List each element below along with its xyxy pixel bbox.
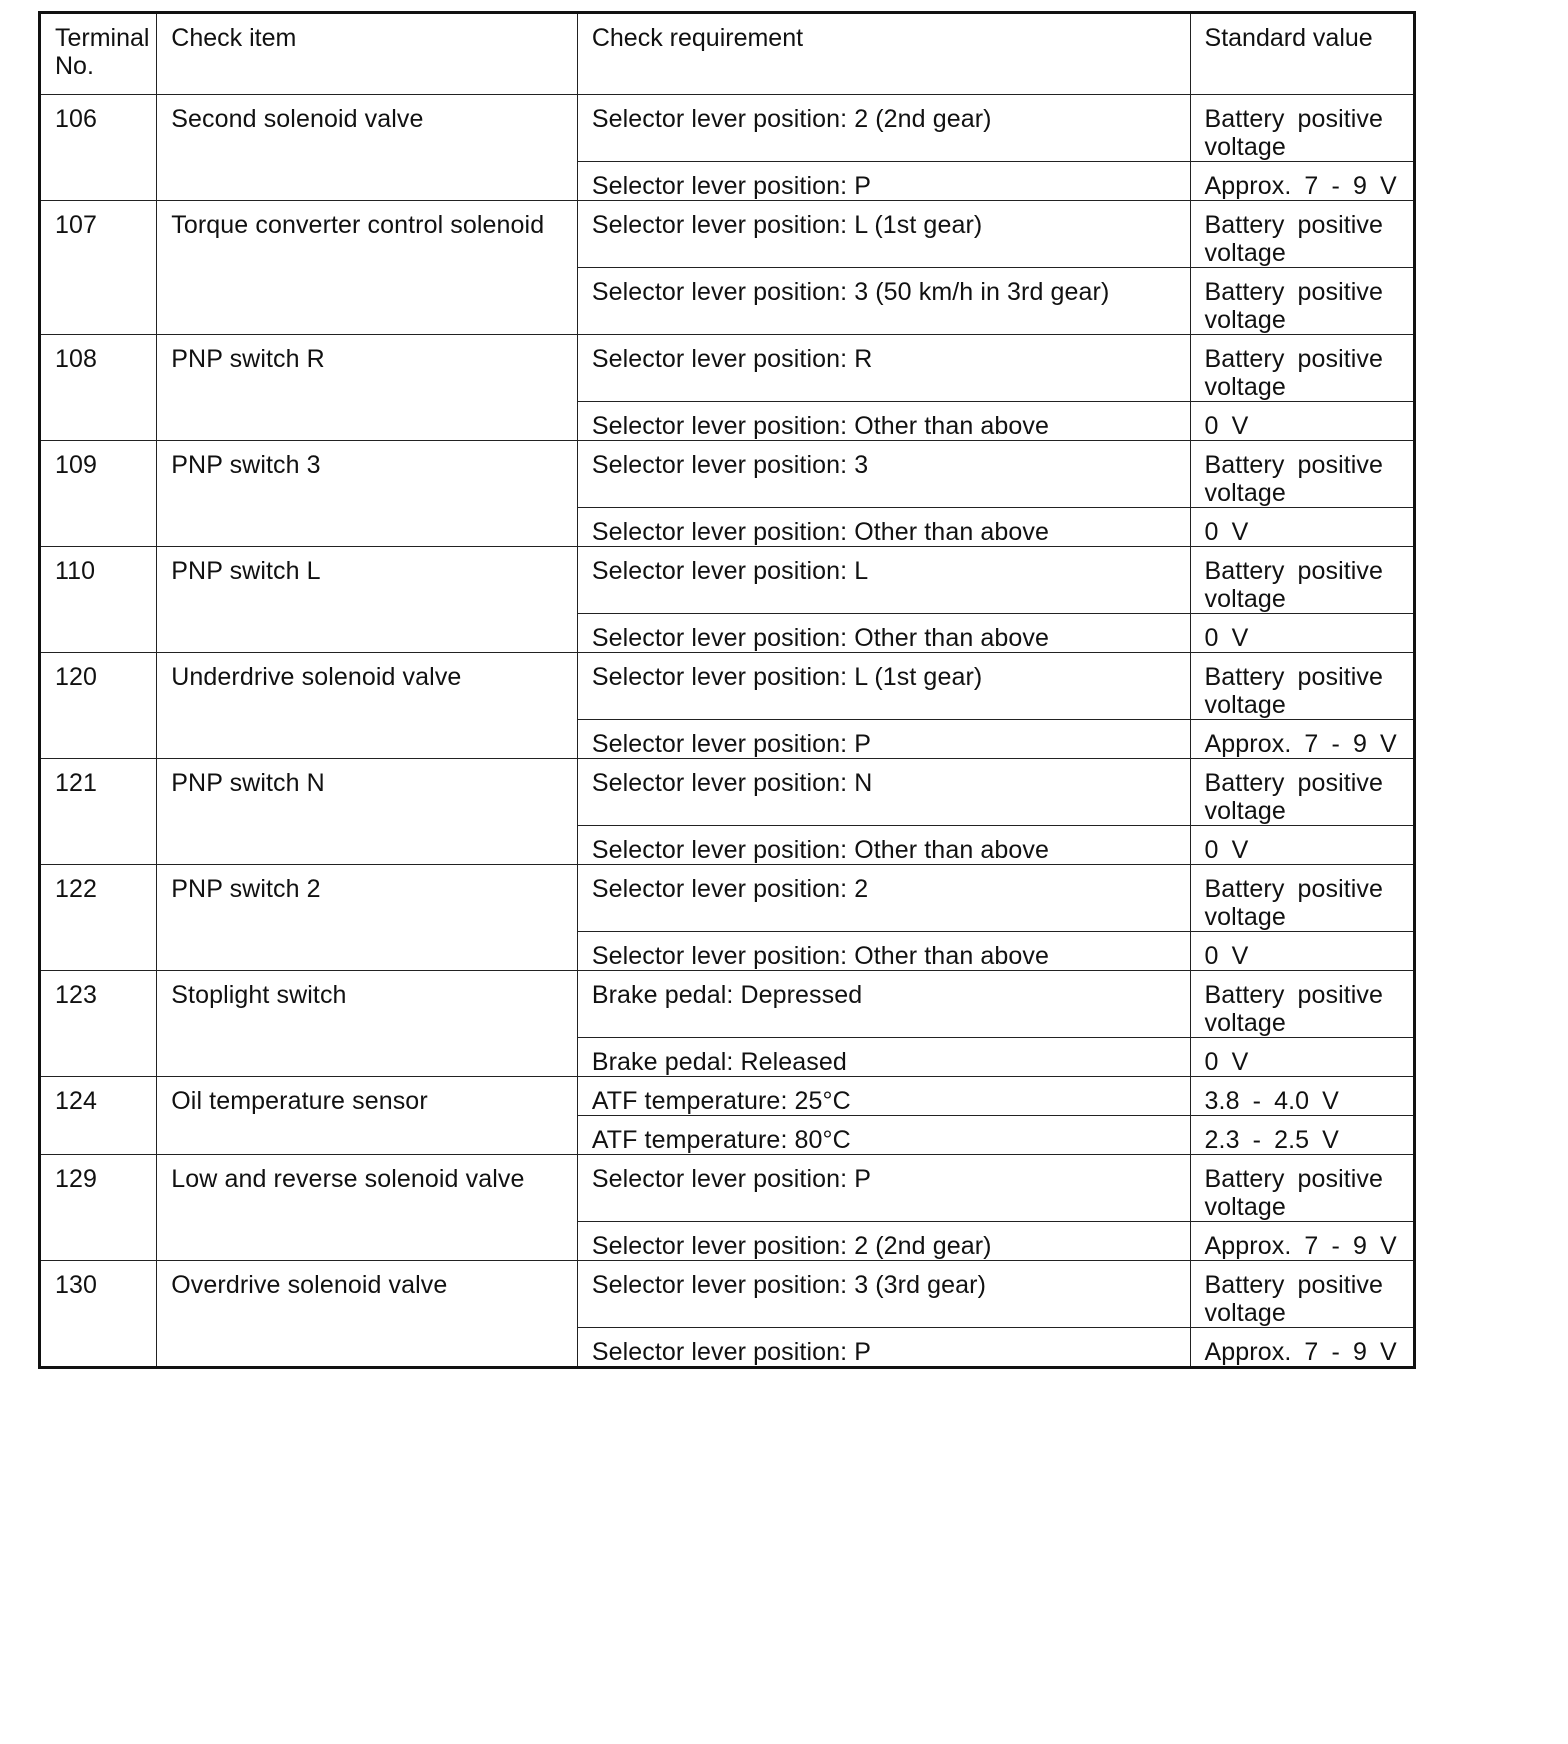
header-check-item: Check item — [157, 13, 578, 95]
standard-value: Approx. 7 - 9 V — [1190, 1328, 1414, 1368]
check-requirement: Brake pedal: Depressed — [577, 971, 1190, 1038]
terminal-number: 120 — [40, 653, 157, 759]
table-row — [40, 653, 1415, 720]
table-row — [40, 95, 1415, 162]
check-requirement: Selector lever position: 2 (2nd gear) — [577, 1222, 1190, 1261]
check-item: Second solenoid valve — [157, 95, 578, 201]
header-check-requirement: Check requirement — [577, 13, 1190, 95]
standard-value: Battery positive voltage — [1190, 653, 1414, 720]
terminal-check-table — [38, 11, 1416, 1369]
check-requirement: Selector lever position: 3 — [577, 441, 1190, 508]
check-requirement: Selector lever position: 3 (50 km/h in 3rd gear) — [577, 268, 1190, 335]
standard-value: Approx. 7 - 9 V — [1190, 1222, 1414, 1261]
standard-value: Battery positive voltage — [1190, 1261, 1414, 1328]
check-requirement: ATF temperature: 25°C — [577, 1077, 1190, 1116]
check-requirement: Selector lever position: 2 — [577, 865, 1190, 932]
table-row — [40, 441, 1415, 508]
standard-value: 3.8 - 4.0 V — [1190, 1077, 1414, 1116]
standard-value: Battery positive voltage — [1190, 268, 1414, 335]
standard-value: 0 V — [1190, 932, 1414, 971]
check-requirement: Selector lever position: R — [577, 335, 1190, 402]
standard-value: Battery positive voltage — [1190, 335, 1414, 402]
standard-value: Battery positive voltage — [1190, 865, 1414, 932]
check-item: PNP switch L — [157, 547, 578, 653]
standard-value: Approx. 7 - 9 V — [1190, 720, 1414, 759]
check-item: Oil temperature sensor — [157, 1077, 578, 1155]
standard-value: Battery positive voltage — [1190, 759, 1414, 826]
check-item: PNP switch R — [157, 335, 578, 441]
standard-value: Battery positive voltage — [1190, 441, 1414, 508]
check-requirement: Selector lever position: L (1st gear) — [577, 653, 1190, 720]
check-requirement: Selector lever position: Other than above — [577, 508, 1190, 547]
terminal-number: 107 — [40, 201, 157, 335]
check-requirement: ATF temperature: 80°C — [577, 1116, 1190, 1155]
table-row — [40, 865, 1415, 932]
terminal-number: 123 — [40, 971, 157, 1077]
table-row — [40, 201, 1415, 268]
terminal-number: 110 — [40, 547, 157, 653]
table-header — [40, 13, 1415, 95]
table-row — [40, 547, 1415, 614]
check-requirement: Selector lever position: N — [577, 759, 1190, 826]
check-item: PNP switch 3 — [157, 441, 578, 547]
table-row — [40, 971, 1415, 1038]
terminal-number: 124 — [40, 1077, 157, 1155]
check-requirement: Selector lever position: L — [577, 547, 1190, 614]
check-item: PNP switch N — [157, 759, 578, 865]
terminal-number: 129 — [40, 1155, 157, 1261]
check-requirement: Selector lever position: P — [577, 1328, 1190, 1368]
terminal-number: 108 — [40, 335, 157, 441]
standard-value: Battery positive voltage — [1190, 971, 1414, 1038]
check-item: PNP switch 2 — [157, 865, 578, 971]
table-row — [40, 335, 1415, 402]
header-terminal-no: Terminal No. — [40, 13, 157, 95]
standard-value: 0 V — [1190, 1038, 1414, 1077]
header-row — [40, 13, 1415, 95]
terminal-number: 106 — [40, 95, 157, 201]
table-row — [40, 1155, 1415, 1222]
standard-value: Battery positive voltage — [1190, 547, 1414, 614]
check-item: Overdrive solenoid valve — [157, 1261, 578, 1368]
table-body — [40, 95, 1415, 1368]
standard-value: 0 V — [1190, 614, 1414, 653]
standard-value: Battery positive voltage — [1190, 1155, 1414, 1222]
standard-value: Approx. 7 - 9 V — [1190, 162, 1414, 201]
standard-value: 0 V — [1190, 402, 1414, 441]
terminal-number: 121 — [40, 759, 157, 865]
check-requirement: Selector lever position: P — [577, 1155, 1190, 1222]
standard-value: 2.3 - 2.5 V — [1190, 1116, 1414, 1155]
table-row — [40, 759, 1415, 826]
terminal-number: 122 — [40, 865, 157, 971]
check-requirement: Selector lever position: 2 (2nd gear) — [577, 95, 1190, 162]
header-standard-value: Standard value — [1190, 13, 1414, 95]
check-requirement: Selector lever position: Other than above — [577, 826, 1190, 865]
check-item: Underdrive solenoid valve — [157, 653, 578, 759]
check-requirement: Selector lever position: 3 (3rd gear) — [577, 1261, 1190, 1328]
check-requirement: Selector lever position: Other than above — [577, 402, 1190, 441]
check-requirement: Selector lever position: P — [577, 162, 1190, 201]
check-requirement: Selector lever position: L (1st gear) — [577, 201, 1190, 268]
standard-value: 0 V — [1190, 508, 1414, 547]
terminal-number: 130 — [40, 1261, 157, 1368]
standard-value: 0 V — [1190, 826, 1414, 865]
check-requirement: Brake pedal: Released — [577, 1038, 1190, 1077]
table-row — [40, 1077, 1415, 1116]
check-item: Low and reverse solenoid valve — [157, 1155, 578, 1261]
standard-value: Battery positive voltage — [1190, 201, 1414, 268]
check-item: Torque converter control solenoid — [157, 201, 578, 335]
standard-value: Battery positive voltage — [1190, 95, 1414, 162]
terminal-number: 109 — [40, 441, 157, 547]
table-row — [40, 1261, 1415, 1328]
check-requirement: Selector lever position: Other than above — [577, 614, 1190, 653]
check-requirement: Selector lever position: Other than above — [577, 932, 1190, 971]
check-item: Stoplight switch — [157, 971, 578, 1077]
check-requirement: Selector lever position: P — [577, 720, 1190, 759]
